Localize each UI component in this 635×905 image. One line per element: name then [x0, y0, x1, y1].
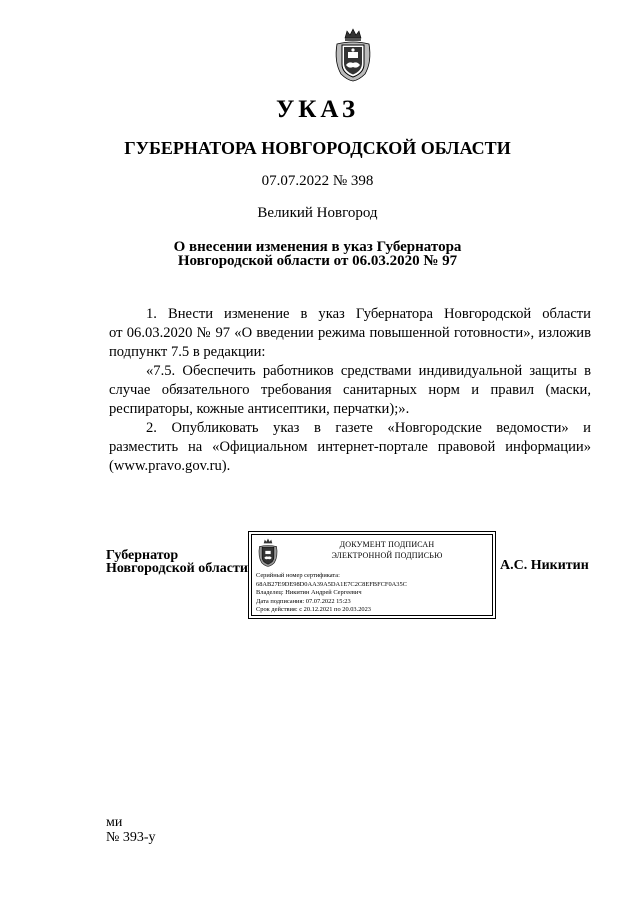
stamp-title: [287, 539, 487, 561]
electronic-signature-stamp: [248, 531, 496, 619]
signatory-name: А.С. Никитин: [500, 558, 589, 573]
position-line: Губернатор: [106, 548, 179, 563]
paragraph-line: от 06.03.2020 № 97 «О введении режима повышенной готовности», изложив: [109, 325, 591, 341]
document-issuer: ГУБЕРНАТОРА НОВГОРОДСКОЙ ОБЛАСТИ: [124, 138, 511, 158]
stamp-owner: Владелец: Никитин Андрей Сергеевич: [256, 589, 362, 597]
paragraph-line: разместить на «Официальном интернет-портале правовой информации»: [109, 439, 591, 455]
paragraph-line: 2. Опубликовать указ в газете «Новгородские ведомости» и: [146, 420, 591, 436]
stamp-validity: Срок действия: с 20.12.2021 по 20.03.2023: [256, 606, 372, 614]
paragraph-1: [109, 305, 591, 362]
coat-of-arms-icon: [256, 538, 280, 568]
document-date-number: 07.07.2022 № 398: [261, 173, 374, 189]
stamp-title-line: ДОКУМЕНТ ПОДПИСАН: [339, 540, 435, 549]
document-subject: [0, 240, 635, 268]
paragraph-line: подпункт 7.5 в редакции:: [109, 344, 266, 360]
stamp-cert-label: Серийный номер сертификата:: [256, 572, 340, 579]
document-type: УКАЗ: [275, 96, 360, 123]
footer-number: № 393-у: [106, 830, 156, 845]
paragraph-line: (www.pravo.gov.ru).: [109, 458, 231, 474]
paragraph-line: «7.5. Обеспечить работников средствами индивидуальной защиты в: [146, 363, 591, 379]
document-city: Великий Новгород: [257, 205, 378, 221]
paragraph-line: случае обязательного требования санитарных норм и правил (маски,: [109, 382, 591, 398]
paragraph-3: [109, 419, 591, 476]
stamp-cert-serial: 68AB27E9DE98D0AA39A5DA1E7C2C8EFBFCF0A35C: [256, 580, 407, 588]
position-line: Новгородской области: [106, 561, 248, 576]
coat-of-arms-icon: [333, 28, 373, 84]
paragraph-line: 1. Внести изменение в указ Губернатора Новгородской области: [146, 306, 591, 322]
footer-initials: ми: [106, 815, 123, 830]
document-footer: [106, 815, 156, 845]
paragraph-2: [109, 362, 591, 419]
subject-line: Новгородской области от 06.03.2020 № 97: [177, 253, 458, 269]
signatory-position: [106, 549, 248, 575]
stamp-title-line: ЭЛЕКТРОННОЙ ПОДПИСЬЮ: [331, 551, 443, 560]
stamp-signed-date: Дата подписания: 07.07.2022 15:23: [256, 597, 351, 605]
subject-line: О внесении изменения в указ Губернатора: [173, 239, 462, 255]
paragraph-line: респираторы, кожные антисептики, перчатки);».: [109, 401, 410, 417]
